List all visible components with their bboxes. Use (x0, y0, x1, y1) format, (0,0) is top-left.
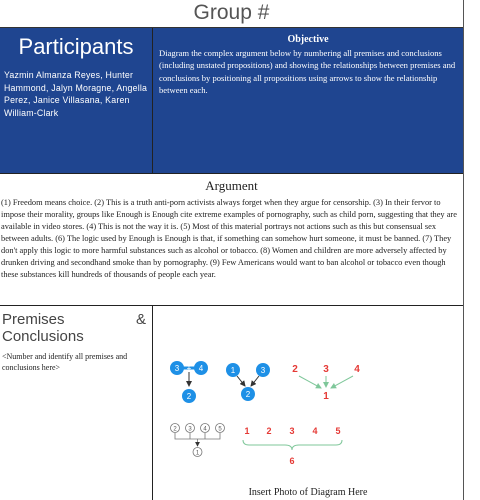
premises-title-amp: & (135, 311, 146, 328)
node-label: 4 (354, 364, 360, 375)
node-label: 2 (173, 426, 177, 433)
diagram-area[interactable] (153, 306, 463, 500)
node-operator: + (186, 364, 192, 373)
argument-body: (1) Freedom means choice. (2) This is a truth anti-porn activists always forget when they argue for censorship. (3) In their fervor to impose their morality, groups like Enough is Enough cite extreme examples of pornography, such as child porn, suggesting that they are available in video stores. (4) This is not the way it is. (5) Most of this material portrays not actions such as this but consensual sex between adults. (6) The logic used by Enough is Enough is that, if something can somehow hurt someone, it must be banned. (7) They don't apply this logic to more harmful substances such as alcohol or tobacco. (8) Women and children are more adversely affected by drunken driving and secondhand smoke than by pornography. (9) Few Americans would want to ban alcohol or tobacco even though these substances kill hundreds of thousands of people each year. (1, 198, 457, 279)
node-label: 2 (186, 392, 192, 401)
participants-names: Yazmin Almanza Reyes, Hunter Hammond, Jalyn Moragne, Angella Perez, Janice Villasana, Karen William-Clark (4, 70, 148, 118)
node-label: 3 (174, 364, 180, 373)
node-label: 3 (289, 426, 295, 436)
node-label: 2 (245, 390, 251, 399)
example-multiple-support (292, 364, 360, 402)
premises-title (2, 311, 150, 328)
premises-title-word: Premises (2, 311, 65, 328)
example-linked-outline (171, 424, 225, 457)
objective-title: Objective (287, 34, 329, 45)
argument-title: Argument (205, 178, 258, 193)
node-label: 4 (312, 426, 318, 436)
page-title: Group # (0, 0, 463, 28)
node-label: 4 (203, 426, 207, 433)
participants-title: Participants (18, 34, 134, 59)
link-bracket (175, 433, 220, 439)
arrow (251, 376, 259, 386)
premises-panel[interactable] (0, 306, 153, 500)
node-label: 5 (335, 426, 341, 436)
example-bracket-support (243, 426, 342, 466)
conclusions-title-word: Conclusions (2, 328, 84, 345)
example-linked-premises (170, 361, 208, 403)
arrow (237, 376, 245, 386)
node-label: 3 (260, 366, 266, 375)
argument-panel (0, 173, 463, 306)
support-bracket (243, 440, 342, 450)
node-label: 4 (198, 364, 204, 373)
node-label: 2 (266, 426, 272, 436)
participants-panel (0, 28, 153, 173)
arrow (331, 376, 353, 388)
node-label: 1 (195, 450, 200, 457)
arrow (299, 376, 321, 388)
diagram-examples (153, 306, 463, 486)
slide-right-border (463, 0, 464, 500)
node-label: 3 (188, 426, 192, 433)
objective-panel (153, 28, 463, 173)
diagram-caption: Insert Photo of Diagram Here (248, 487, 368, 498)
node-label: 5 (218, 426, 222, 433)
example-convergent-premises (226, 363, 270, 401)
node-label: 6 (289, 456, 295, 466)
node-label: 2 (292, 364, 298, 375)
premises-hint: <Number and identify all premises and conclusions here> (2, 352, 128, 372)
node-label: 3 (323, 364, 329, 375)
node-label: 1 (244, 426, 250, 436)
node-label: 1 (323, 391, 329, 402)
objective-body: Diagram the complex argument below by numbering all premises and conclusions (including unstated propositions) and showing the relationships between premises and conclusions by positioning all propositions using arrows to show the relationship between each. (159, 48, 456, 96)
node-label: 1 (230, 366, 236, 375)
